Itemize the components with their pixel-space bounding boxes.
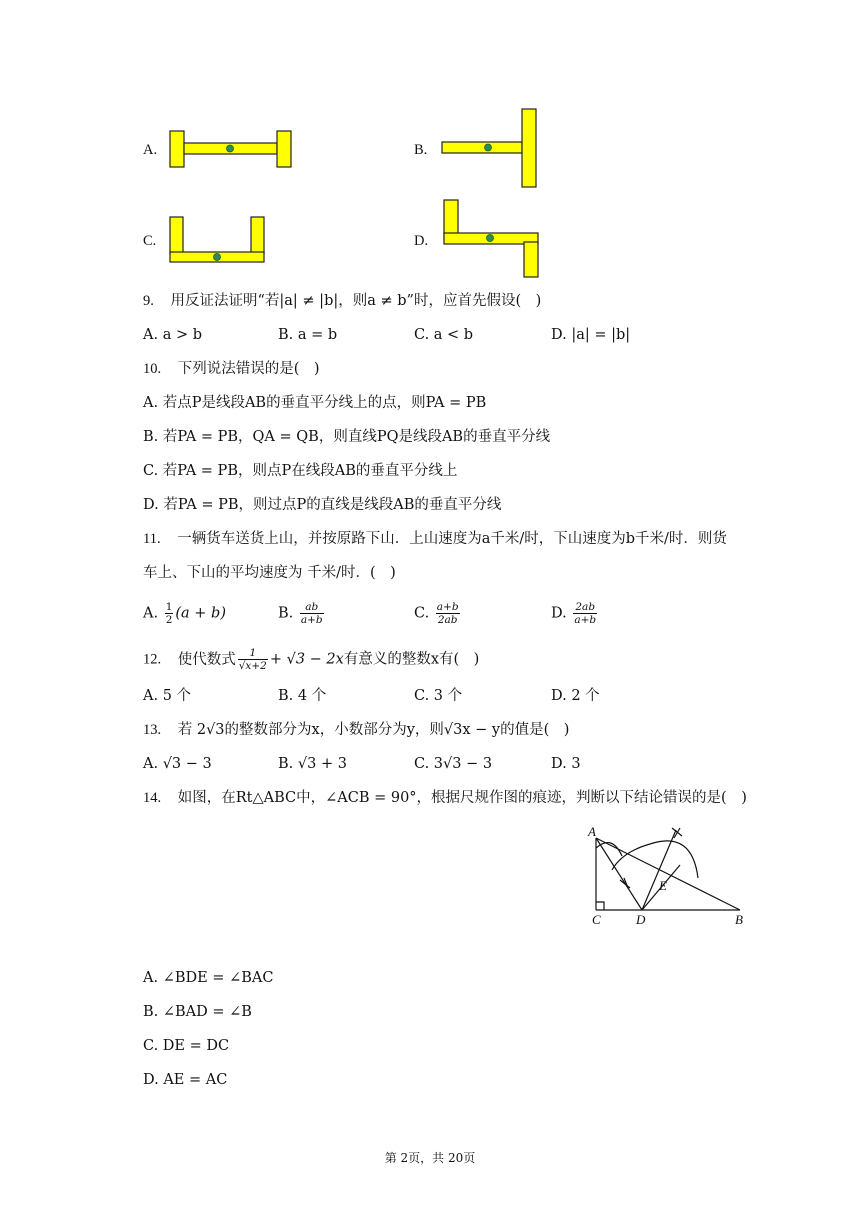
q9-option-b: B. a = b [278,327,338,343]
q11-option-d-denominator: a+b [574,614,597,626]
q12-fraction [238,647,268,672]
q12-line [143,647,479,672]
q10-option-c: C. 若PA = PB，则点P在线段AB的垂直平分线上 [143,463,458,479]
q11-option-c-prefix: C. [414,605,430,622]
q13-line [143,720,569,740]
q11-text-line1: 一辆货车送货上山，并按原路下山．上山速度为a千米/时，下山速度为b千米/时．则货 [177,531,727,547]
q10-text: 下列说法错误的是( ) [177,361,320,377]
q13-text: 若 2√3的整数部分为x，小数部分为y，则√3x − y的值是( ) [177,722,570,738]
q10-line [143,359,320,379]
q14-option-d: D. AE = AC [143,1072,228,1088]
q13-option-a: A. √3 − 3 [143,756,212,772]
q11-option-d-numerator: 2ab [573,601,597,614]
q10-option-b: B. 若PA = PB，QA = QB，则直线PQ是线段AB的垂直平分线 [143,429,551,445]
q10-option-d: D. 若PA = PB，则过点P的直线是线段AB的垂直平分线 [143,497,502,513]
q14-option-c: C. DE = DC [143,1038,230,1054]
q9-text: 用反证法证明“若|a| ≠ |b|，则a ≠ b”时，应首先假设( ) [170,293,542,309]
fig-option-d-label: D. [414,233,429,249]
q13-option-c: C. 3√3 − 3 [414,756,493,772]
page-footer: 第 2页，共 20页 [384,1151,476,1165]
q11-option-d-prefix: D. [551,605,567,622]
q12-option-d: D. 2 个 [551,688,600,704]
q12-text-mid: + √3 − 2x [269,651,344,668]
q9-line [143,291,541,311]
fig-option-d-figure [441,198,543,280]
q9-number: 9. [143,293,154,309]
q14-option-a: A. ∠BDE = ∠BAC [143,970,274,986]
q14-figure-label-b: B [735,912,743,927]
q11-option-b [278,601,326,626]
q12-denominator: √x+2 [238,660,267,672]
q14-geometry-figure [580,820,756,932]
fig-option-b-label: B. [414,142,428,158]
fig-option-c-label: C. [143,233,157,249]
q14-option-b: B. ∠BAD = ∠B [143,1004,252,1020]
q11-option-a-prefix: A. [143,605,159,622]
q12-text-post: 有意义的整数x有( ) [343,651,480,668]
q11-option-c-numerator: a+b [436,601,459,613]
q12-number: 12. [143,651,162,668]
q14-figure-label-e: E [659,878,667,893]
q14-figure-label-c: C [592,912,601,927]
q9-option-c: C. a < b [414,327,474,343]
q11-text-line2: 车上、下山的平均速度为 千米/时．( ) [143,565,396,581]
q11-option-c [414,601,462,626]
q13-option-d: D. 3 [551,756,581,772]
q14-text: 如图，在Rt△ABC中，∠ACB = 90°，根据尺规作图的痕迹，判断以下结论错误的是( ) [177,790,747,806]
q11-option-a-numerator: 1 [165,601,173,613]
q11-option-b-numerator: ab [300,601,324,614]
q11-option-b-prefix: B. [278,605,294,622]
q11-option-a [143,601,226,626]
fig-option-a-label: A. [143,142,158,158]
q9-option-a: A. a > b [143,327,202,343]
q11-option-a-denominator: 2 [165,614,173,626]
q12-option-a: A. 5 个 [143,688,192,704]
fig-option-c-figure [168,215,268,265]
q12-option-c: C. 3 个 [414,688,463,704]
q13-number: 13. [143,722,162,738]
q9-option-d: D. |a| = |b| [551,327,631,343]
q10-option-a: A. 若点P是线段AB的垂直平分线上的点，则PA = PB [143,395,487,411]
q11-option-b-fraction [300,601,324,626]
q14-line [143,788,747,808]
q11-line1 [143,529,727,549]
q12-text-pre: 使代数式 [177,651,236,668]
q11-option-b-denominator: a+b [300,614,323,626]
q11-option-d-fraction [573,601,597,626]
q11-option-d [551,601,599,626]
q12-option-b: B. 4 个 [278,688,327,704]
q13-option-b: B. √3 + 3 [278,756,347,772]
q11-option-a-fraction [165,601,174,626]
q12-numerator: 1 [238,647,268,660]
q14-figure-label-a: A [588,824,596,839]
q14-figure-label-d: D [636,912,646,927]
q14-number: 14. [143,790,162,806]
fig-option-a-figure [168,128,294,170]
fig-option-b-figure [440,107,540,189]
q11-number: 11. [143,531,161,547]
q11-option-c-fraction [436,601,460,626]
q10-number: 10. [143,361,162,377]
q11-option-a-tail: (a + b) [175,605,226,622]
q11-option-c-denominator: 2ab [437,614,458,626]
